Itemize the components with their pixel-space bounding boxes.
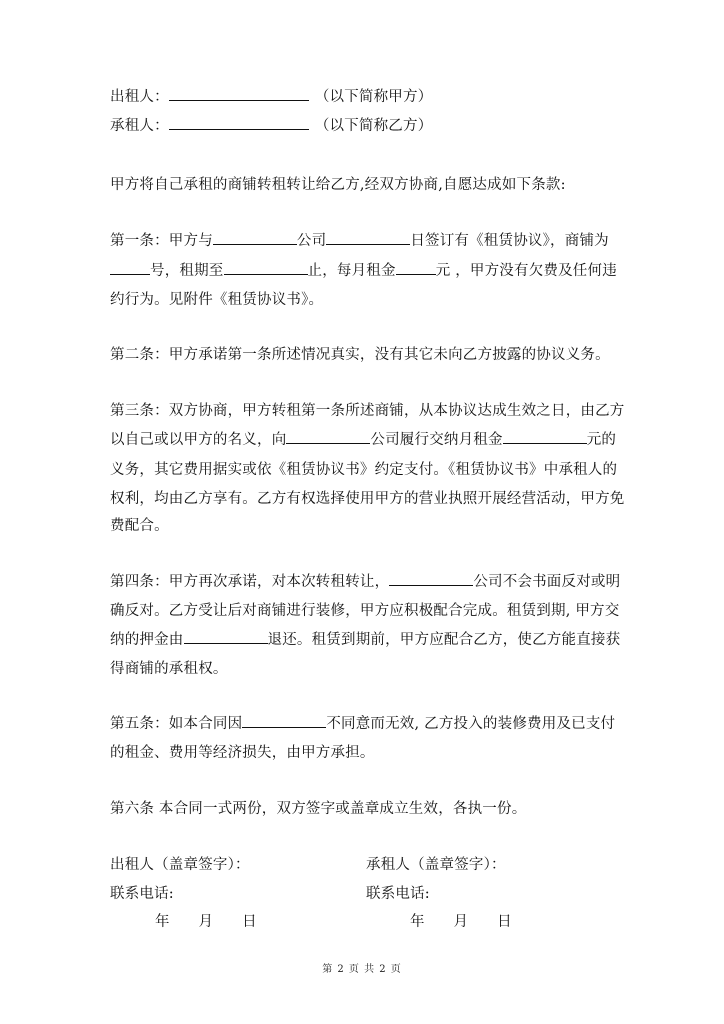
article-1-line-1 [110, 232, 609, 250]
article-3-line-1: 第三条：双方协商，甲方转租第一条所述商铺，从本协议达成生效之日，由乙方 [110, 403, 625, 419]
intro-paragraph: 甲方将自己承租的商铺转租转让给乙方,经双方协商,自愿达成如下条款: [110, 177, 566, 193]
lessee-blank [169, 117, 309, 130]
art1-blank-rent [396, 262, 436, 275]
art4-blank-company [389, 573, 473, 586]
article-1-line-2 [110, 262, 617, 280]
article-4-line-4: 得商铺的承租权。 [110, 661, 228, 677]
art5-text-b: 不同意而无效, 乙方投入的装修费用及已支付 [326, 716, 616, 732]
lessor-line [110, 88, 432, 106]
lessee-line [110, 117, 432, 135]
art3-blank-company [286, 431, 370, 444]
art4-text-a: 第四条：甲方再次承诺，对本次转租转让， [110, 574, 390, 590]
lessor-phone-label: 联系电话: [110, 886, 174, 902]
art5-text-a: 第五条：如本合同因 [110, 716, 243, 732]
article-5-line-2: 的租金、费用等经济损失，由甲方承担。 [110, 745, 375, 761]
article-3-line-5: 费配合。 [110, 518, 169, 534]
lessor-signature-label: 出租人（盖章签字）： [110, 857, 250, 873]
art1-text-f: 元 ，甲方没有欠费及任何违 [435, 263, 617, 279]
lessor-blank [169, 88, 309, 101]
article-4-line-3 [110, 631, 620, 649]
art3-text-a: 以自己或以甲方的名义，向 [110, 432, 287, 448]
article-5-line-1 [110, 715, 615, 733]
art3-text-b: 公司履行交纳月租金 [370, 432, 503, 448]
art1-blank-company [213, 232, 297, 245]
art4-text-d: 退还。租赁到期前，甲方应配合乙方，使乙方能直接获 [267, 632, 621, 648]
lessee-label: 承租人： [110, 118, 169, 134]
art5-blank-party [242, 715, 326, 728]
art4-text-c: 纳的押金由 [110, 632, 184, 648]
article-6: 第六条 本合同一式两份，双方签字或盖章成立生效，各执一份。 [110, 801, 527, 817]
lessee-note: （以下简称乙方） [314, 118, 433, 134]
lessee-phone-label: 联系电话: [366, 886, 430, 902]
art1-blank-term [224, 262, 308, 275]
article-4-line-1 [110, 573, 620, 591]
article-2: 第二条：甲方承诺第一条所述情况真实，没有其它未向乙方披露的协议义务。 [110, 347, 610, 363]
lessee-signature-label: 承租人（盖章签字）： [366, 857, 506, 873]
page-number-footer: 第 2 页 共 2 页 [322, 964, 402, 975]
article-3-line-3: 义务，其它费用据实或依《租赁协议书》约定支付。《租赁协议书》中承租人的 [110, 462, 618, 478]
art4-blank-deposit [184, 631, 268, 644]
lessor-note: （以下简称甲方） [314, 89, 433, 105]
lessor-date-line: 年 月 日 [155, 914, 257, 930]
art3-text-c: 元的 [586, 432, 617, 448]
lessee-date-line: 年 月 日 [410, 914, 512, 930]
art4-text-b: 公司不会书面反对或明 [473, 574, 621, 590]
art1-blank-date [326, 232, 410, 245]
art1-blank-shop-no [110, 262, 150, 275]
art1-text-c: 日签订有《租赁协议》，商铺为 [410, 233, 609, 249]
article-1-line-3: 约行为。见附件《租赁协议书》。 [110, 292, 324, 308]
art1-text-b: 公司 [296, 233, 327, 249]
article-4-line-2: 确反对。乙方受让后对商铺进行装修，甲方应积极配合完成。租赁到期, 甲方交 [110, 603, 620, 619]
art1-text-e: 止，每月租金 [307, 263, 396, 279]
lessor-label: 出租人： [110, 89, 169, 105]
art1-text-a: 第一条：甲方与 [110, 233, 213, 249]
article-3-line-4: 权利，均由乙方享有。乙方有权选择使用甲方的营业执照开展经营活动，甲方免 [110, 491, 625, 507]
art3-blank-rent [503, 431, 587, 444]
article-3-line-2 [110, 431, 616, 449]
art1-text-d: 号，租期至 [150, 263, 224, 279]
